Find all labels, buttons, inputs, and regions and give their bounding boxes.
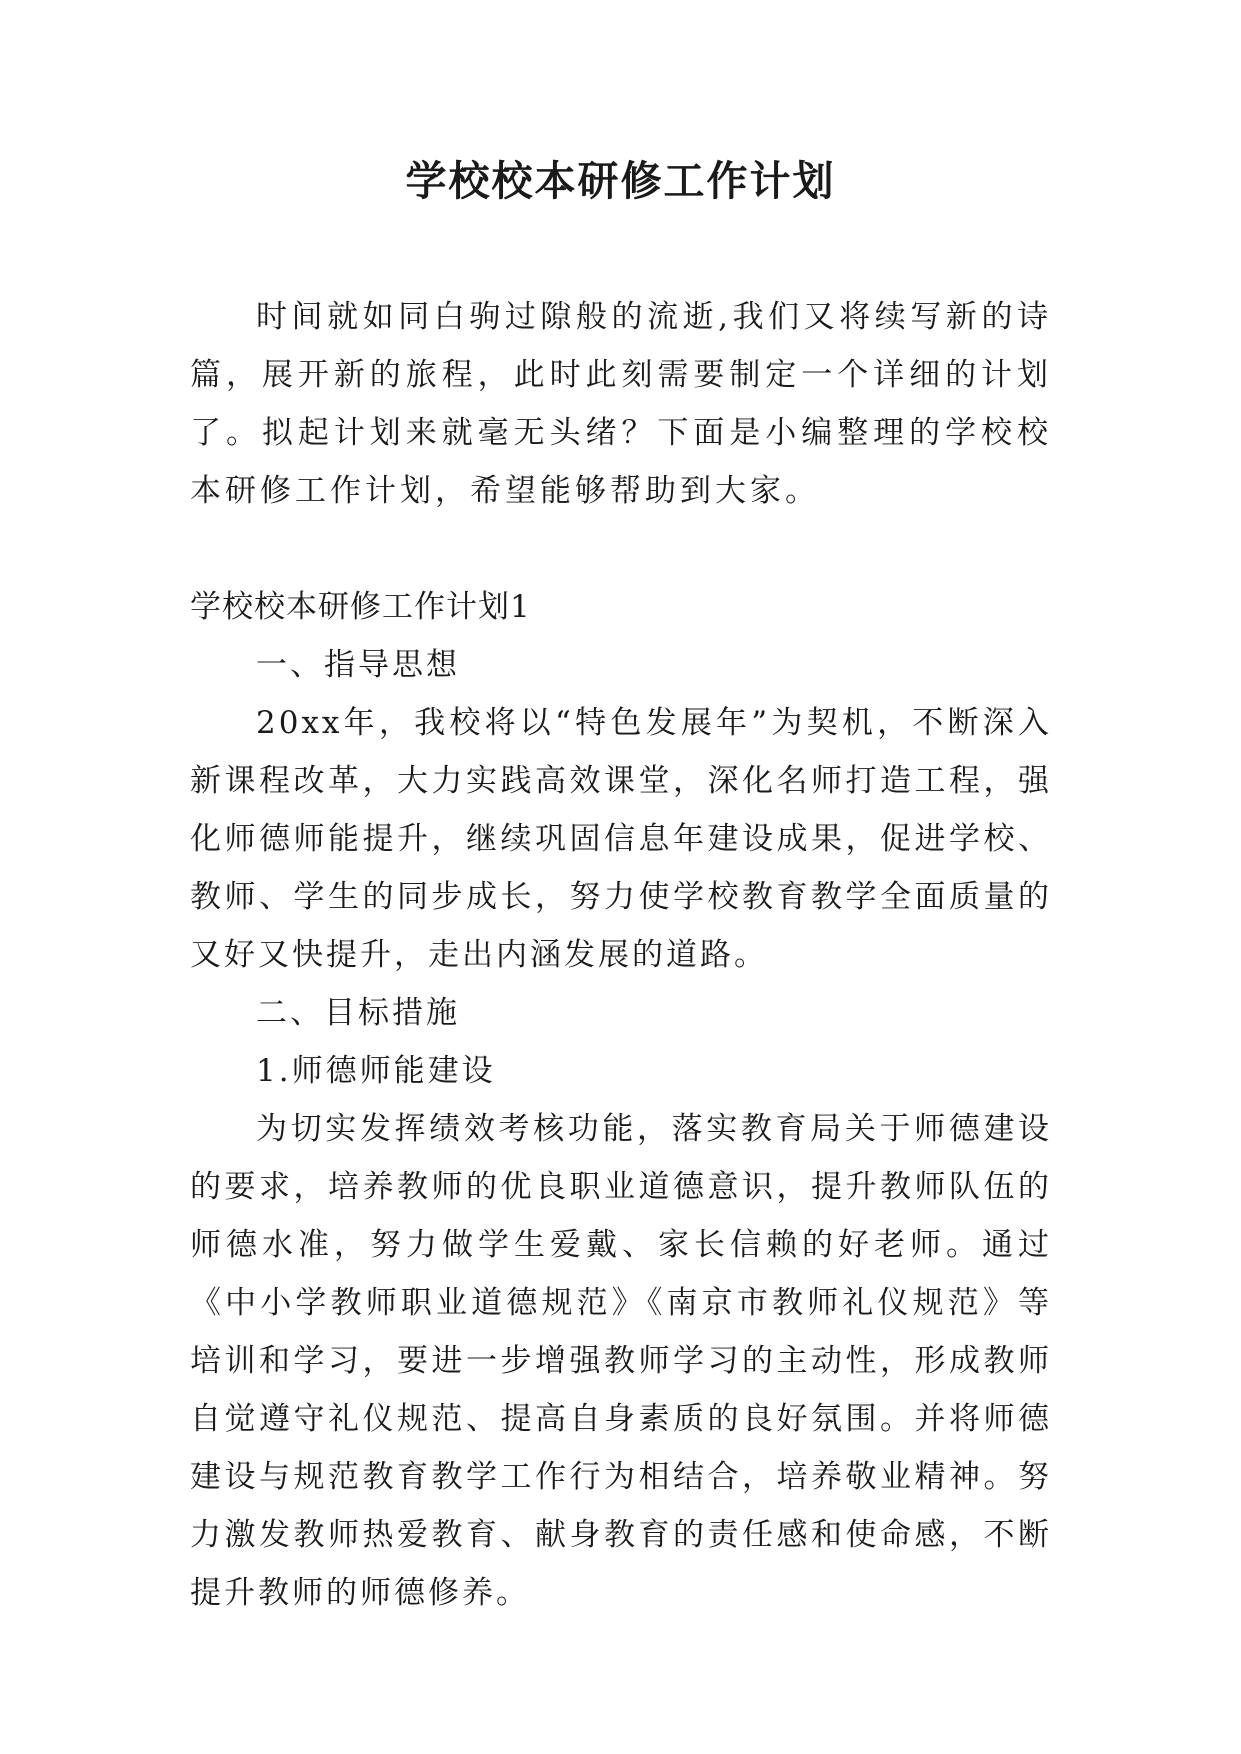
paragraph-guiding-ideology: 20xx年，我校将以“特色发展年”为契机，不断深入新课程改革，大力实践高效课堂，深化名师打造工程，强化师德师能提升，继续巩固信息年建设成果，促进学校、教师、学生的同步成长，努力使学校教育教学全面质量的又好又快提升，走出内涵发展的道路。	[190, 705, 1052, 973]
section-title: 学校校本研修工作计划1	[190, 589, 531, 625]
document-title: 学校校本研修工作计划	[405, 157, 836, 205]
intro-paragraph: 时间就如同白驹过隙般的流逝,我们又将续写新的诗篇，展开新的旅程，此时此刻需要制定一个详细的计划了。拟起计划来就毫无头绪？下面是小编整理的学校校本研修工作计划，希望能够帮助到大家。	[190, 299, 1052, 509]
document-body	[190, 578, 1052, 1622]
heading-goals-measures: 二、目标措施	[256, 995, 460, 1031]
subheading-teacher-ethics: 1.师德师能建设	[256, 1053, 496, 1089]
paragraph-teacher-ethics: 为切实发挥绩效考核功能，落实教育局关于师德建设的要求，培养教师的优良职业道德意识，提升教师队伍的师德水准，努力做学生爱戴、家长信赖的好老师。通过《中小学教师职业道德规范》《南京市教师礼仪规范》等培训和学习，要进一步增强教师学习的主动性，形成教师自觉遵守礼仪规范、提高自身素质的良好氛围。并将师德建设与规范教育教学工作行为相结合，培养敬业精神。努力激发教师热爱教育、献身教育的责任感和使命感，不断提升教师的师德修养。	[190, 1111, 1052, 1611]
heading-guiding-ideology: 一、指导思想	[256, 647, 460, 683]
